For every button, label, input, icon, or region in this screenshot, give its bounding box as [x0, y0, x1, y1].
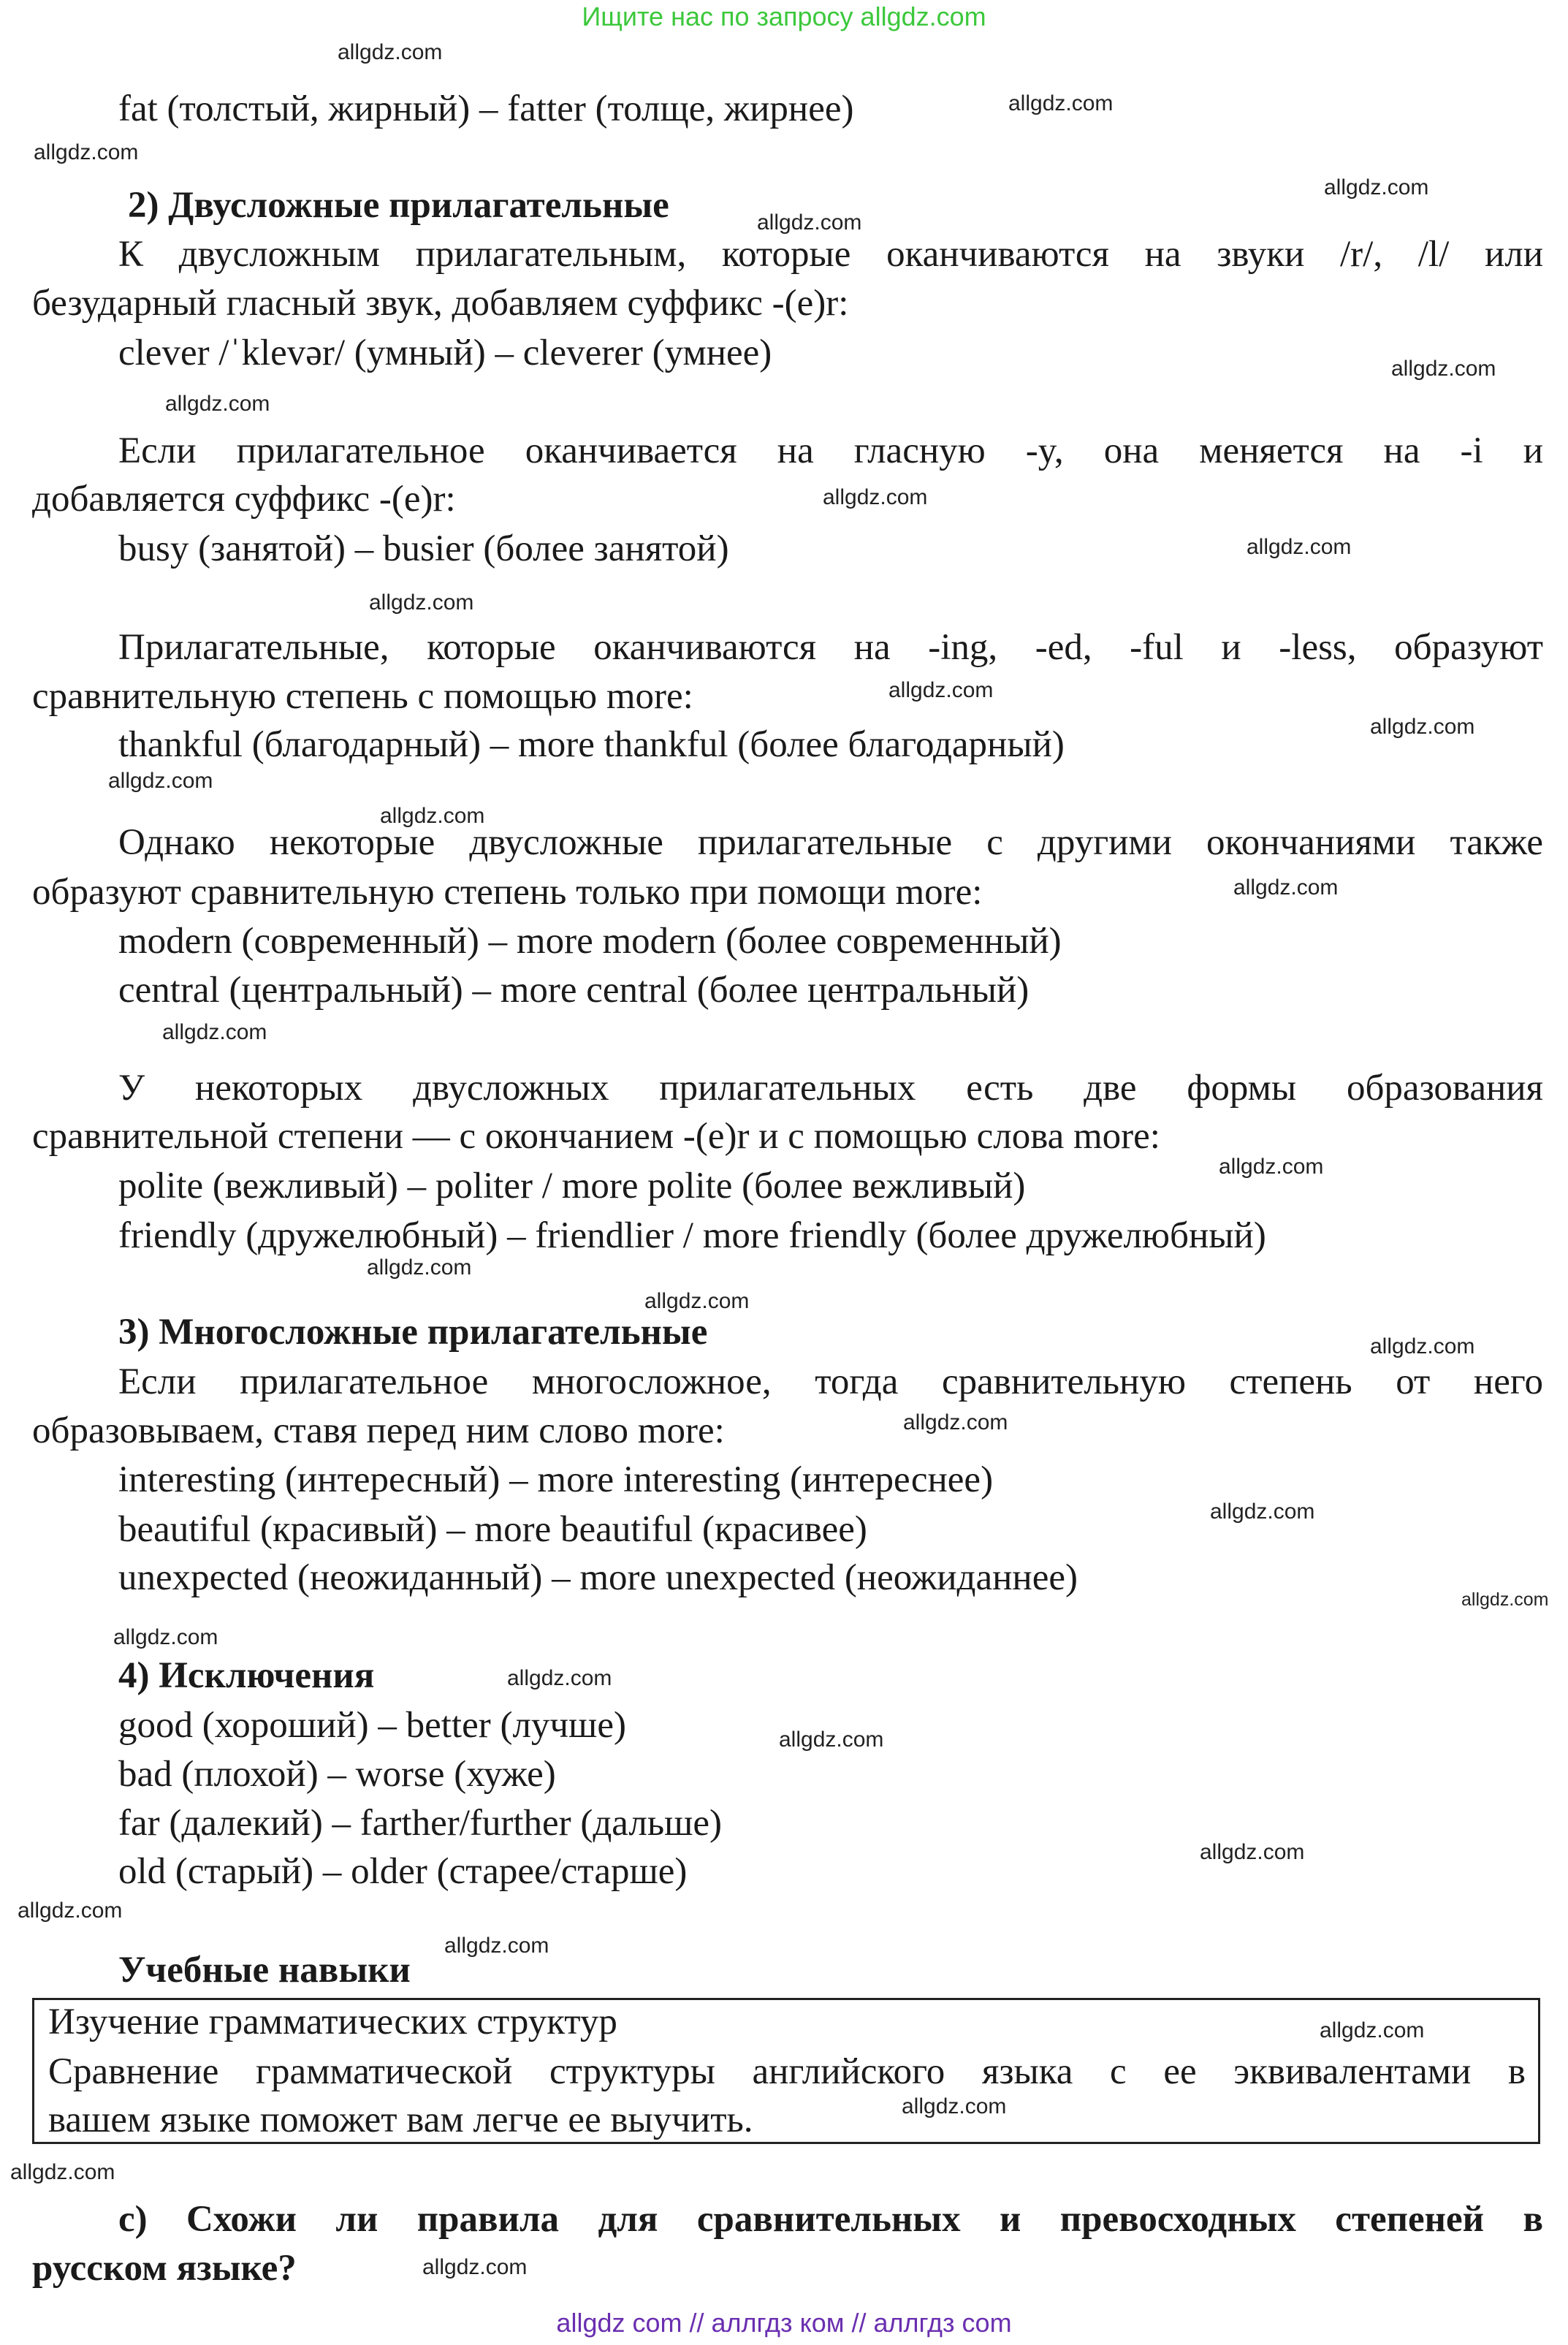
- text-line: безударный гласный звук, добавляем суффикс -(e)r:: [32, 283, 849, 324]
- box-title: Изучение грамматических структур: [48, 2002, 617, 2042]
- watermark: allgdz.com: [422, 2255, 528, 2279]
- watermark: allgdz.com: [1370, 715, 1475, 739]
- watermark: allgdz.com: [507, 1666, 612, 1690]
- watermark: allgdz.com: [888, 678, 994, 702]
- text-line: образовываем, ставя перед ним слово more:: [32, 1410, 725, 1451]
- watermark: allgdz.com: [108, 769, 213, 793]
- text-line: У некоторых двусложных прилагательных есть две формы образования: [118, 1068, 1543, 1109]
- watermark: allgdz.com: [162, 1020, 267, 1044]
- watermark: allgdz.com: [1219, 1155, 1324, 1179]
- text-line: clever /ˈklevər/ (умный) – cleverer (умнее): [118, 332, 772, 373]
- text-line: interesting (интересный) – more interesting (интереснее): [118, 1459, 994, 1500]
- text-line: Прилагательные, которые оканчиваются на -ing, -ed, -ful и -less, образуют: [118, 627, 1543, 668]
- text-line: bad (плохой) – worse (хуже): [118, 1754, 556, 1795]
- watermark: allgdz.com: [369, 590, 474, 615]
- watermark: allgdz.com: [1210, 1500, 1315, 1524]
- text-line: busy (занятой) – busier (более занятой): [118, 528, 729, 569]
- watermark: allgdz.com: [338, 40, 443, 64]
- box-text-line: вашем языке поможет вам легче ее выучить.: [48, 2099, 753, 2140]
- text-line: Если прилагательное многосложное, тогда сравнительную степень от него: [118, 1361, 1543, 1402]
- text-line: К двусложным прилагательным, которые оканчиваются на звуки /r/, /l/ или: [118, 234, 1543, 275]
- text-line: modern (современный) – more modern (более современный): [118, 921, 1062, 962]
- watermark: allgdz.com: [1391, 357, 1496, 381]
- text-line: сравнительной степени — с окончанием -(e)r и с помощью слова more:: [32, 1116, 1160, 1157]
- watermark: allgdz.com: [902, 2094, 1007, 2118]
- text-line: friendly (дружелюбный) – friendlier / more friendly (более дружелюбный): [118, 1215, 1266, 1256]
- text-line: polite (вежливый) – politer / more polite (более вежливый): [118, 1166, 1026, 1206]
- section-heading-polysyllabic: 3) Многосложные прилагательные: [118, 1312, 708, 1353]
- text-line: Если прилагательное оканчивается на гласную -y, она меняется на -i и: [118, 430, 1543, 471]
- watermark: allgdz.com: [1324, 175, 1429, 199]
- watermark: allgdz.com: [1008, 91, 1114, 115]
- watermark: allgdz.com: [1370, 1334, 1475, 1358]
- section-heading-exceptions: 4) Исключения: [118, 1655, 375, 1696]
- watermark: allgdz.com: [1200, 1840, 1305, 1864]
- question-text-line: c) Схожи ли правила для сравнительных и превосходных степеней в: [118, 2199, 1543, 2240]
- text-line: old (старый) – older (старее/старше): [118, 1851, 688, 1892]
- watermark: allgdz.com: [903, 1410, 1008, 1434]
- watermark: allgdz.com: [18, 1899, 123, 1923]
- watermark: allgdz.com: [823, 485, 928, 509]
- box-text-line: Сравнение грамматической структуры английского языка с ее эквивалентами в: [48, 2051, 1526, 2092]
- watermark: allgdz.com: [444, 1934, 549, 1958]
- watermark: allgdz.com: [644, 1289, 750, 1313]
- text-line: сравнительную степень с помощью more:: [32, 676, 693, 717]
- footer-watermark: allgdz com // аллгдз ком // аллгдз com: [556, 2308, 1012, 2338]
- text-line: образуют сравнительную степень только при помощи more:: [32, 872, 983, 913]
- question-text-line: русском языке?: [32, 2248, 297, 2289]
- section-heading-two-syllable: 2) Двусложные прилагательные: [128, 185, 669, 226]
- watermark: allgdz.com: [1233, 875, 1339, 900]
- study-skills-heading: Учебные навыки: [118, 1950, 411, 1991]
- watermark: allgdz.com: [10, 2160, 115, 2184]
- watermark: allgdz.com: [165, 392, 270, 416]
- watermark: allgdz.com: [34, 140, 139, 164]
- text-line: beautiful (красивый) – more beautiful (красивее): [118, 1509, 867, 1550]
- text-line: far (далекий) – farther/further (дальше): [118, 1803, 722, 1844]
- text-line: добавляется суффикс -(e)r:: [32, 479, 456, 520]
- watermark: allgdz.com: [1247, 535, 1352, 559]
- watermark: allgdz.com: [1320, 2018, 1425, 2042]
- text-line: unexpected (неожиданный) – more unexpected (неожиданнее): [118, 1557, 1078, 1598]
- watermark: allgdz.com: [1461, 1589, 1549, 1610]
- text-line: good (хороший) – better (лучше): [118, 1705, 626, 1746]
- search-banner: Ищите нас по запросу allgdz.com: [582, 1, 986, 31]
- watermark: allgdz.com: [367, 1255, 472, 1280]
- watermark: allgdz.com: [757, 210, 862, 235]
- text-line: central (центральный) – more central (более центральный): [118, 970, 1030, 1011]
- watermark: allgdz.com: [380, 804, 485, 828]
- text-line: thankful (благодарный) – more thankful (более благодарный): [118, 724, 1065, 765]
- text-line: Однако некоторые двусложные прилагательные с другими окончаниями также: [118, 822, 1543, 863]
- watermark: allgdz.com: [113, 1625, 218, 1649]
- text-line: fat (толстый, жирный) – fatter (толще, жирнее): [118, 88, 854, 129]
- watermark: allgdz.com: [779, 1728, 884, 1752]
